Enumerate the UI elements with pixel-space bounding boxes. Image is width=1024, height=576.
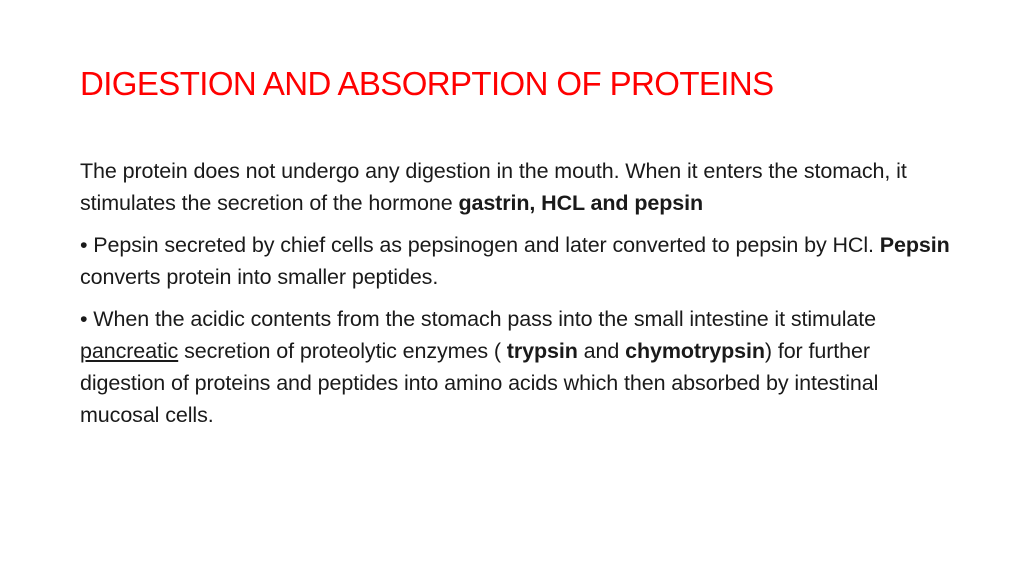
intestine-text-1: • When the acidic contents from the stomach pass into the small intestine it stimulate: [80, 307, 876, 331]
intestine-text-3: and: [577, 339, 626, 363]
slide-title: DIGESTION AND ABSORPTION OF PROTEINS: [80, 65, 774, 102]
bullet-pepsin: [80, 229, 960, 293]
pepsin-text-1: • Pepsin secreted by chief cells as pepsinogen and later converted to pepsin by HCl.: [80, 233, 880, 257]
pepsin-bold: Pepsin: [879, 233, 950, 257]
intestine-text-2: secretion of proteolytic enzymes (: [178, 339, 507, 363]
pepsin-text-2: converts protein into smaller peptides.: [80, 265, 439, 289]
pancreatic-underlined: pancreatic: [80, 339, 179, 363]
trypsin-bold: trypsin: [506, 339, 578, 363]
intro-hormones-bold: gastrin, HCL and pepsin: [458, 191, 704, 215]
slide-body: [80, 155, 960, 441]
chymotrypsin-bold: chymotrypsin: [625, 339, 765, 363]
intro-text: The protein does not undergo any digestion in the mouth. When it enters the stomach, it stimulates the secretion of the hormone: [80, 159, 907, 215]
paragraph-intro: [80, 155, 960, 219]
intestine-text-4: ) for further digestion of proteins and peptides into amino acids which then absorbed by intestinal mucosal cells.: [80, 339, 879, 427]
bullet-intestine: [80, 303, 960, 431]
